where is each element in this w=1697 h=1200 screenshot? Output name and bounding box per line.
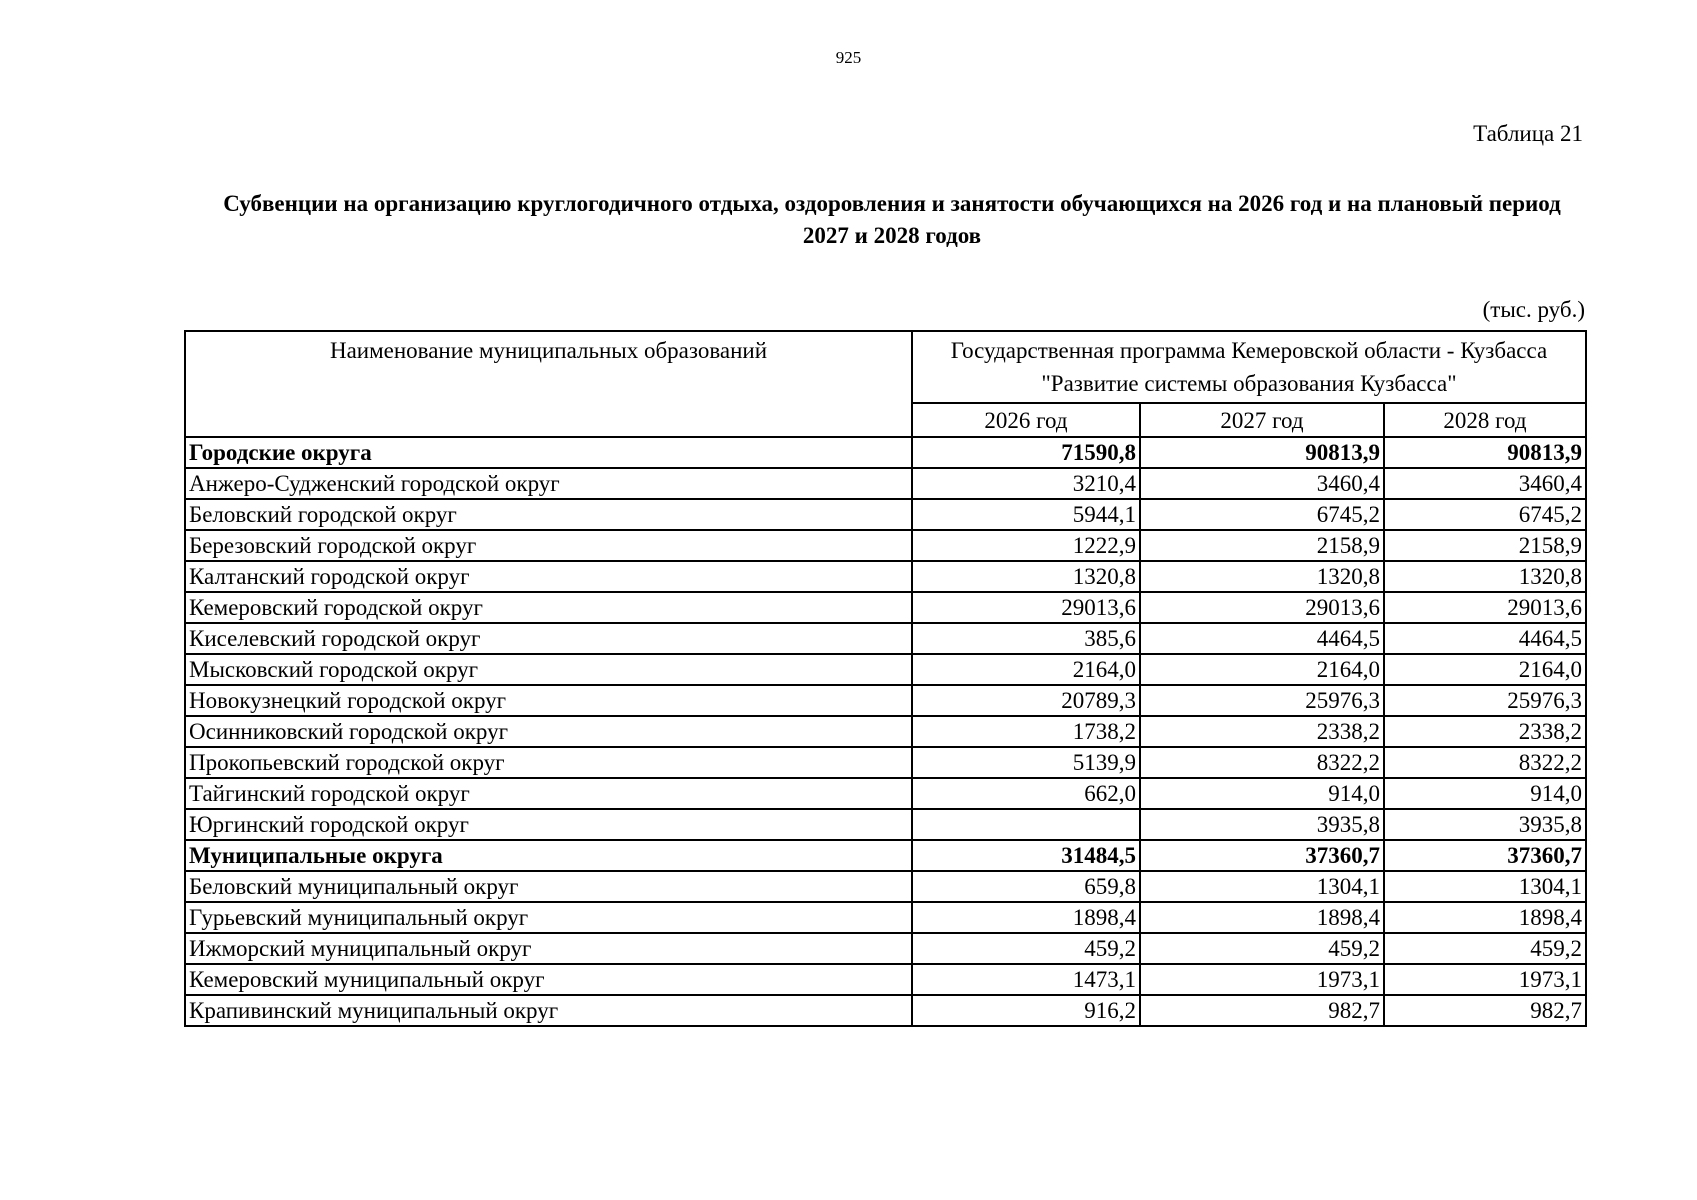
municipality-name-cell: Гурьевский муниципальный округ: [185, 902, 912, 933]
value-2026-cell: 916,2: [912, 995, 1140, 1026]
column-header-year-2027: 2027 год: [1140, 403, 1384, 437]
value-2027-cell: 37360,7: [1140, 840, 1384, 871]
municipality-name-cell: Ижморский муниципальный округ: [185, 933, 912, 964]
value-2028-cell: 3460,4: [1384, 468, 1586, 499]
value-2027-cell: 1320,8: [1140, 561, 1384, 592]
value-2027-cell: 1898,4: [1140, 902, 1384, 933]
value-2027-cell: 90813,9: [1140, 437, 1384, 468]
table-row: [185, 623, 1586, 654]
column-header-year-2028: 2028 год: [1384, 403, 1586, 437]
municipality-name-cell: Анжеро-Судженский городской округ: [185, 468, 912, 499]
table-group-row: [185, 437, 1586, 468]
table-row: [185, 499, 1586, 530]
page-number: 925: [835, 48, 862, 67]
value-2026-cell: 31484,5: [912, 840, 1140, 871]
municipality-name-cell: Кемеровский городской округ: [185, 592, 912, 623]
value-2027-cell: 1973,1: [1140, 964, 1384, 995]
value-2026-cell: 385,6: [912, 623, 1140, 654]
value-2028-cell: 1973,1: [1384, 964, 1586, 995]
header-row: [185, 331, 1586, 403]
table-body: [185, 331, 1586, 1026]
value-2028-cell: 1898,4: [1384, 902, 1586, 933]
municipality-name-cell: Прокопьевский городской округ: [185, 747, 912, 778]
value-2027-cell: 4464,5: [1140, 623, 1384, 654]
value-2026-cell: 5944,1: [912, 499, 1140, 530]
value-2026-cell: 1738,2: [912, 716, 1140, 747]
table-row: [185, 592, 1586, 623]
value-2028-cell: 6745,2: [1384, 499, 1586, 530]
value-2026-cell: [912, 809, 1140, 840]
column-header-name: Наименование муниципальных образований: [185, 331, 912, 437]
value-2026-cell: 1320,8: [912, 561, 1140, 592]
table-row: [185, 468, 1586, 499]
value-2026-cell: 1222,9: [912, 530, 1140, 561]
document-title: Субвенции на организацию круглогодичного отдыха, оздоровления и занятости обучающихся на 2026 год и на плановый период 2027 и 2028 годов: [223, 191, 1561, 248]
value-2028-cell: 2164,0: [1384, 654, 1586, 685]
value-2027-cell: 8322,2: [1140, 747, 1384, 778]
value-2028-cell: 1320,8: [1384, 561, 1586, 592]
table-row: [185, 716, 1586, 747]
subsidy-table: [184, 330, 1587, 1027]
value-2026-cell: 3210,4: [912, 468, 1140, 499]
value-2028-cell: 37360,7: [1384, 840, 1586, 871]
table-row: [185, 530, 1586, 561]
municipality-name-cell: Городские округа: [185, 437, 912, 468]
value-2028-cell: 4464,5: [1384, 623, 1586, 654]
table-row: [185, 964, 1586, 995]
value-2027-cell: 459,2: [1140, 933, 1384, 964]
value-2026-cell: 20789,3: [912, 685, 1140, 716]
municipality-name-cell: Юргинский городской округ: [185, 809, 912, 840]
value-2027-cell: 3460,4: [1140, 468, 1384, 499]
municipality-name-cell: Тайгинский городской округ: [185, 778, 912, 809]
value-2028-cell: 3935,8: [1384, 809, 1586, 840]
value-2026-cell: 29013,6: [912, 592, 1140, 623]
value-2028-cell: 982,7: [1384, 995, 1586, 1026]
value-2027-cell: 2158,9: [1140, 530, 1384, 561]
value-2027-cell: 982,7: [1140, 995, 1384, 1026]
value-2027-cell: 2338,2: [1140, 716, 1384, 747]
municipality-name-cell: Беловский муниципальный округ: [185, 871, 912, 902]
value-2026-cell: 459,2: [912, 933, 1140, 964]
value-2027-cell: 2164,0: [1140, 654, 1384, 685]
value-2028-cell: 1304,1: [1384, 871, 1586, 902]
value-2026-cell: 1898,4: [912, 902, 1140, 933]
municipality-name-cell: Новокузнецкий городской округ: [185, 685, 912, 716]
table-row: [185, 685, 1586, 716]
value-2027-cell: 6745,2: [1140, 499, 1384, 530]
table-number: Таблица 21: [1473, 121, 1583, 146]
value-2028-cell: 459,2: [1384, 933, 1586, 964]
table-row: [185, 778, 1586, 809]
table-row: [185, 561, 1586, 592]
table-row: [185, 902, 1586, 933]
value-2026-cell: 662,0: [912, 778, 1140, 809]
table-row: [185, 809, 1586, 840]
municipality-name-cell: Кемеровский муниципальный округ: [185, 964, 912, 995]
value-2027-cell: 3935,8: [1140, 809, 1384, 840]
column-header-program: Государственная программа Кемеровской области - Кузбасса "Развитие системы образования Кузбасса": [912, 331, 1586, 403]
value-2026-cell: 2164,0: [912, 654, 1140, 685]
table-row: [185, 933, 1586, 964]
value-2028-cell: 90813,9: [1384, 437, 1586, 468]
municipality-name-cell: Крапивинский муниципальный округ: [185, 995, 912, 1026]
value-2026-cell: 1473,1: [912, 964, 1140, 995]
value-2028-cell: 2158,9: [1384, 530, 1586, 561]
municipality-name-cell: Киселевский городской округ: [185, 623, 912, 654]
value-2026-cell: 5139,9: [912, 747, 1140, 778]
value-2028-cell: 29013,6: [1384, 592, 1586, 623]
table-row: [185, 871, 1586, 902]
column-header-year-2026: 2026 год: [912, 403, 1140, 437]
table-row: [185, 995, 1586, 1026]
municipality-name-cell: Калтанский городской округ: [185, 561, 912, 592]
value-2028-cell: 914,0: [1384, 778, 1586, 809]
municipality-name-cell: Муниципальные округа: [185, 840, 912, 871]
municipality-name-cell: Осинниковский городской округ: [185, 716, 912, 747]
value-2028-cell: 2338,2: [1384, 716, 1586, 747]
table-group-row: [185, 840, 1586, 871]
value-2027-cell: 29013,6: [1140, 592, 1384, 623]
value-2027-cell: 1304,1: [1140, 871, 1384, 902]
table-row: [185, 654, 1586, 685]
value-2027-cell: 25976,3: [1140, 685, 1384, 716]
value-2026-cell: 659,8: [912, 871, 1140, 902]
units-label: (тыс. руб.): [1482, 297, 1585, 322]
value-2028-cell: 8322,2: [1384, 747, 1586, 778]
value-2026-cell: 71590,8: [912, 437, 1140, 468]
value-2028-cell: 25976,3: [1384, 685, 1586, 716]
municipality-name-cell: Беловский городской округ: [185, 499, 912, 530]
value-2027-cell: 914,0: [1140, 778, 1384, 809]
municipality-name-cell: Мысковский городской округ: [185, 654, 912, 685]
table-row: [185, 747, 1586, 778]
municipality-name-cell: Березовский городской округ: [185, 530, 912, 561]
